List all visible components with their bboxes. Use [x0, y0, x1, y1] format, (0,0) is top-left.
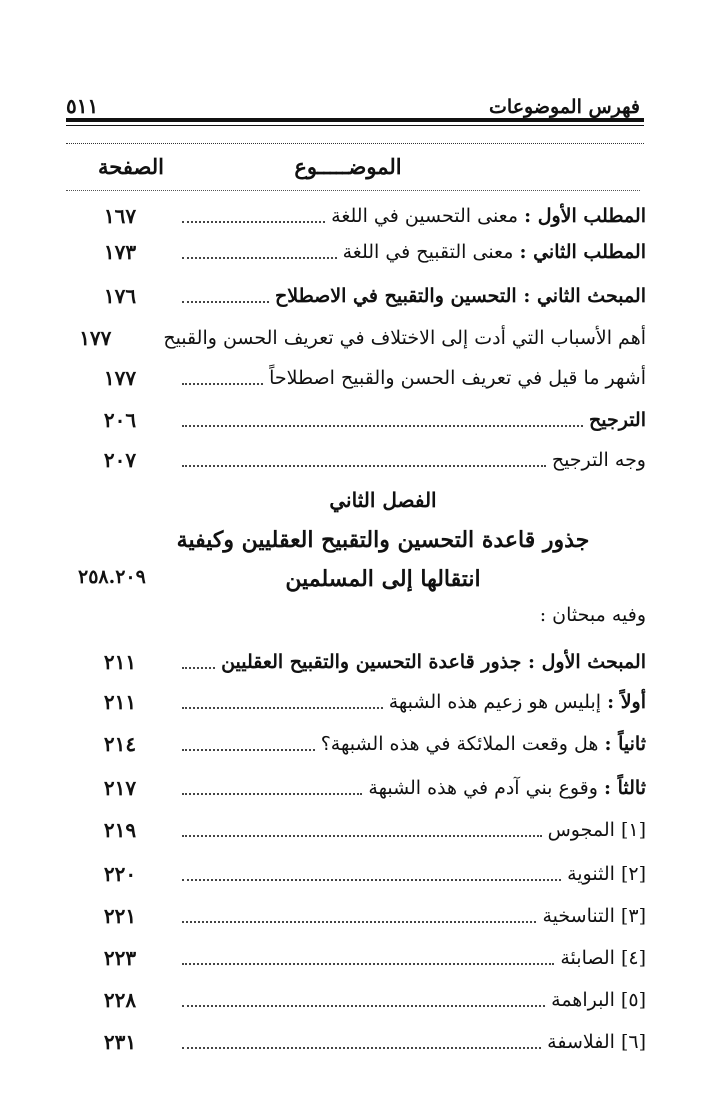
leader-dots — [182, 1005, 545, 1007]
entry-page: ٢٢٣ — [103, 946, 137, 970]
entry-page: ٢٣١ — [103, 1030, 137, 1054]
entry-text: أهم الأسباب التي أدت إلى الاختلاف في تعريف الحسن والقبيح — [163, 327, 646, 349]
entry-text: وجه الترجيح — [551, 449, 646, 471]
entry-heading: المبحث الثاني : التحسين والتقبيح في الاصطلاح — [274, 285, 646, 307]
entry-page: ١٧٣ — [103, 240, 137, 264]
leader-dots — [182, 221, 325, 223]
index-entry — [72, 938, 646, 978]
index-entry — [72, 896, 646, 936]
topic-column-heading: الموضـــــوع — [294, 154, 402, 179]
index-entry — [72, 682, 646, 722]
leader-dots — [182, 921, 536, 923]
leader-dots — [182, 301, 269, 303]
entry-label — [383, 691, 646, 713]
entry-label — [315, 733, 646, 755]
leader-dots — [182, 879, 561, 881]
running-head — [66, 84, 640, 118]
table-head-underline — [66, 190, 640, 191]
entry-label — [325, 205, 646, 227]
entry-label — [362, 777, 646, 799]
entry-text: وقوع بني آدم في هذه الشبهة — [368, 777, 598, 799]
entry-page: ٢٢٨ — [103, 988, 137, 1012]
entry-heading: ثالثاً : — [603, 777, 646, 799]
entry-page: ١٦٧ — [103, 204, 137, 228]
entry-page: ٢١١ — [103, 690, 137, 714]
index-entry — [72, 854, 646, 894]
header-rule-thick — [66, 118, 644, 122]
entry-heading: الترجيح — [588, 409, 646, 431]
index-entry — [72, 276, 646, 316]
running-title: فهرس الموضوعات — [489, 96, 640, 118]
index-entry — [72, 400, 646, 440]
index-entry — [72, 768, 646, 808]
index-table-head — [66, 154, 640, 190]
index-entry — [72, 724, 646, 764]
entry-heading: المطلب الأول : — [524, 205, 646, 227]
leader-dots — [182, 963, 554, 965]
intro-text: وفيه مبحثان : — [539, 604, 646, 626]
leader-dots — [182, 793, 362, 795]
entry-heading: المطلب الثاني : — [519, 241, 646, 263]
entry-text: [١] المجوس — [547, 819, 646, 841]
chapter-subtitle-line-2: انتقالها إلى المسلمين — [285, 566, 481, 592]
index-entry — [72, 980, 646, 1020]
entry-text: [٢] الثنوية — [567, 863, 646, 885]
entry-heading: المبحث الأول : جذور قاعدة التحسين والتقبيح العقليين — [221, 651, 646, 673]
entry-page: ١٧٧ — [103, 366, 137, 390]
entry-page: ١٧٧ — [79, 326, 112, 350]
entry-page: ٢٠٦ — [103, 408, 137, 432]
entry-label — [337, 241, 646, 263]
header-rule-dotted — [66, 143, 644, 144]
index-entry — [72, 1022, 646, 1062]
entry-page: ٢٠٧ — [103, 448, 137, 472]
entry-page: ٢١٤ — [103, 732, 137, 756]
leader-dots — [182, 425, 583, 427]
entry-page: ٢١١ — [103, 650, 137, 674]
page-number: ٥١١ — [66, 94, 99, 118]
entry-text: [٥] البراهمة — [551, 989, 646, 1011]
index-entry — [72, 440, 646, 480]
index-entry — [72, 810, 646, 850]
leader-dots — [182, 1047, 541, 1049]
entry-text: معنى التحسين في اللغة — [331, 205, 519, 227]
leader-dots — [182, 835, 542, 837]
leader-dots — [182, 667, 215, 669]
leader-dots — [182, 257, 337, 259]
entry-text: معنى التقبيح في اللغة — [342, 241, 514, 263]
entry-heading: أولاً : — [607, 691, 646, 713]
entry-text: [٣] التناسخية — [542, 905, 646, 927]
chapter-title: الفصل الثاني — [329, 488, 437, 512]
chapter-subtitle-line-1: جذور قاعدة التحسين والتقبيح العقليين وكيفية — [176, 527, 590, 553]
leader-dots — [182, 383, 263, 385]
index-entry — [72, 232, 646, 272]
index-entry — [72, 642, 646, 682]
leader-dots — [182, 465, 546, 467]
entry-text: [٦] الفلاسفة — [547, 1031, 646, 1053]
entry-text: [٤] الصابئة — [560, 947, 646, 969]
entry-page: ٢١٧ — [103, 776, 137, 800]
leader-dots — [182, 749, 315, 751]
entry-heading: ثانياً : — [604, 733, 646, 755]
leader-dots — [182, 707, 383, 709]
entry-page: ١٧٦ — [103, 284, 137, 308]
entry-text: إبليس هو زعيم هذه الشبهة — [388, 691, 602, 713]
index-entry — [72, 196, 646, 236]
entry-text: هل وقعت الملائكة في هذه الشبهة؟ — [320, 733, 599, 755]
index-entry — [72, 358, 646, 398]
header-rule-thin — [66, 125, 644, 126]
entry-page: ٢٢١ — [103, 904, 137, 928]
index-entry — [72, 318, 646, 358]
entry-text: أشهر ما قيل في تعريف الحسن والقبيح اصطلاحاً — [269, 367, 646, 389]
page-column-heading: الصفحة — [98, 154, 164, 179]
chapter-page-range: ٢٥٨.٢٠٩ — [78, 566, 146, 588]
entry-page: ٢١٩ — [103, 818, 137, 842]
entry-page: ٢٢٠ — [103, 862, 137, 886]
